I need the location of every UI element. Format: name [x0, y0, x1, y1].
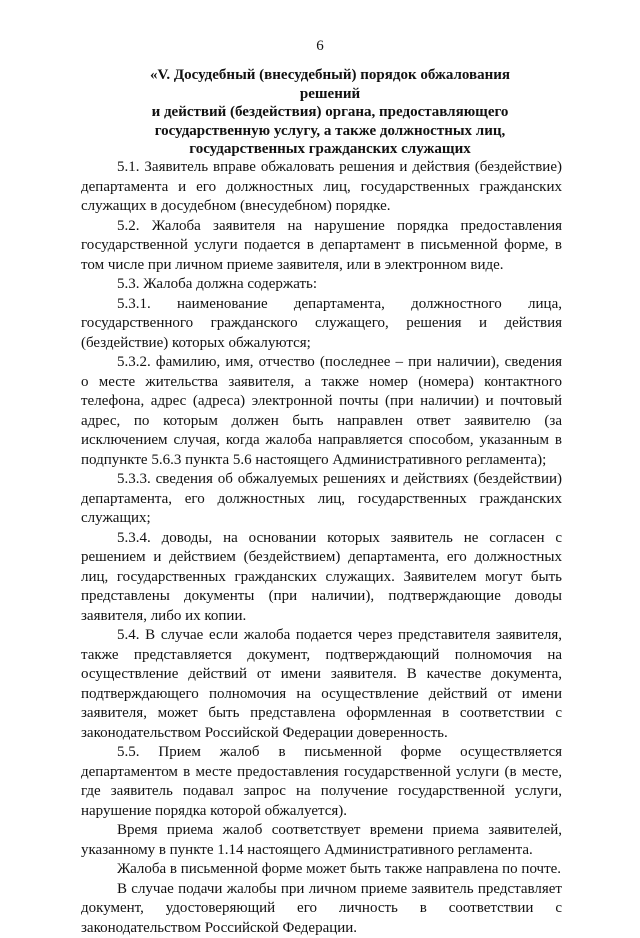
paragraph-5-5: 5.5. Прием жалоб в письменной форме осуществляется департаментом в месте предоставления государственной услуги (в месте, где заявитель подавал запрос на получение государственной услуги, нарушение порядка которой обжалуется).	[81, 743, 562, 821]
heading-line: «V. Досудебный (внесудебный) порядок обжалования решений	[130, 66, 530, 103]
paragraph-5-1: 5.1. Заявитель вправе обжаловать решения и действия (бездействие) департамента и его должностных лиц, государственных гражданских служащих в досудебном (внесудебном) порядке.	[81, 158, 562, 217]
paragraph-5-2: 5.2. Жалоба заявителя на нарушение порядка предоставления государственной услуги подается в департамент в письменной форме, в том числе при личном приеме заявителя, или в электронном виде.	[81, 217, 562, 276]
paragraph-5-4: 5.4. В случае если жалоба подается через представителя заявителя, также представляется документ, подтверждающий полномочия на осуществление действий от имени заявителя. В качестве документа, подтверждающего полномочия на осуществление действий от имени заявителя, может быть представлена оформленная в соответствии с законодательством Российской Федерации доверенность.	[81, 626, 562, 743]
paragraph-reception-time: Время приема жалоб соответствует времени приема заявителей, указанному в пункте 1.14 настоящего Административного регламента.	[81, 821, 562, 860]
paragraph-5-3-2: 5.3.2. фамилию, имя, отчество (последнее – при наличии), сведения о месте жительства заявителя, а также номер (номера) контактного телефона, адрес (адреса) электронной почты (при наличии) и почтовый адрес, по которым должен быть направлен ответ заявителю (за исключением случая, когда жалоба направляется способом, указанным в подпункте 5.6.3 пункта 5.6 настоящего Административного регламента);	[81, 353, 562, 470]
heading-line: государственную услугу, а также должностных лиц,	[130, 122, 530, 141]
paragraph-5-3-3: 5.3.3. сведения об обжалуемых решениях и действиях (бездействии) департамента, его должностных лиц, государственных гражданских служащих;	[81, 470, 562, 529]
document-body	[81, 158, 562, 938]
heading-line: и действий (бездействия) органа, предоставляющего	[130, 103, 530, 122]
paragraph-personal-reception: В случае подачи жалобы при личном приеме заявитель представляет документ, удостоверяющий его личность в соответствии с законодательством Российской Федерации.	[81, 880, 562, 938]
paragraph-5-3-1: 5.3.1. наименование департамента, должностного лица, государственного гражданского служащего, решения и действия (бездействие) которых обжалуются;	[81, 295, 562, 354]
heading-line: государственных гражданских служащих	[130, 140, 530, 159]
paragraph-by-mail: Жалоба в письменной форме может быть также направлена по почте.	[81, 860, 562, 880]
section-heading	[130, 66, 530, 159]
paragraph-5-3: 5.3. Жалоба должна содержать:	[81, 275, 562, 295]
page-number: 6	[0, 38, 640, 55]
paragraph-5-3-4: 5.3.4. доводы, на основании которых заявитель не согласен с решением и действием (бездействием) департамента, его должностных лиц, государственных гражданских служащих. Заявителем могут быть представлены документы (при наличии), подтверждающие доводы заявителя, либо их копии.	[81, 529, 562, 627]
